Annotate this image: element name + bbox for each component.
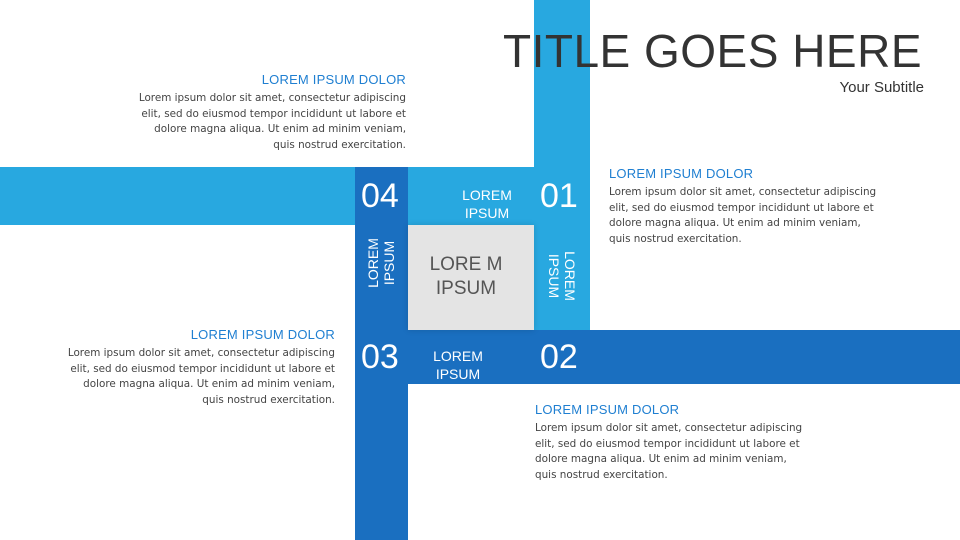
section-04-heading: LOREM IPSUM DOLOR [261,72,406,87]
section-02-body: Lorem ipsum dolor sit amet, consectetur adipiscing elit, sed do eiusmod tempor incididunt ut labore et dolore magna aliqua. Ut enim ad minim veniam, quis nostrud exercitation. [535,422,803,481]
left-vertical-label [365,223,397,303]
number-03: 03 [361,338,399,376]
number-01: 01 [540,177,578,215]
page-title: TITLE GOES HERE [502,25,922,77]
section-02-heading: LOREM IPSUM DOLOR [535,402,680,417]
center-middle-label [428,253,504,301]
center-middle-label-text: LORE M IPSUM [429,254,503,299]
left-vertical-label-text: LOREM IPSUM [365,238,397,288]
section-03-body: Lorem ipsum dolor sit amet, consectetur adipiscing elit, sed do eiusmod tempor incididunt ut labore et dolore magna aliqua. Ut enim ad minim veniam, quis nostrud exercitation. [67,347,335,406]
right-vertical-label-text: LOREM IPSUM [546,251,578,301]
section-01-heading: LOREM IPSUM DOLOR [609,166,754,181]
section-04-body: Lorem ipsum dolor sit amet, consectetur adipiscing elit, sed do eiusmod tempor incididunt ut labore et dolore magna aliqua. Ut enim ad minim veniam, quis nostrud exercitation. [138,92,406,151]
section-03-heading: LOREM IPSUM DOLOR [190,327,335,342]
page-subtitle: Your Subtitle [839,79,924,96]
right-vertical-label [546,236,578,316]
number-04: 04 [361,177,399,215]
center-bottom-label: LOREM IPSUM [433,348,483,382]
number-02: 02 [540,338,578,376]
section-01-body: Lorem ipsum dolor sit amet, consectetur adipiscing elit, sed do eiusmod tempor incididunt ut labore et dolore magna aliqua. Ut enim ad minim veniam, quis nostrud exercitation. [609,186,877,245]
center-top-label: LOREM IPSUM [462,187,512,221]
